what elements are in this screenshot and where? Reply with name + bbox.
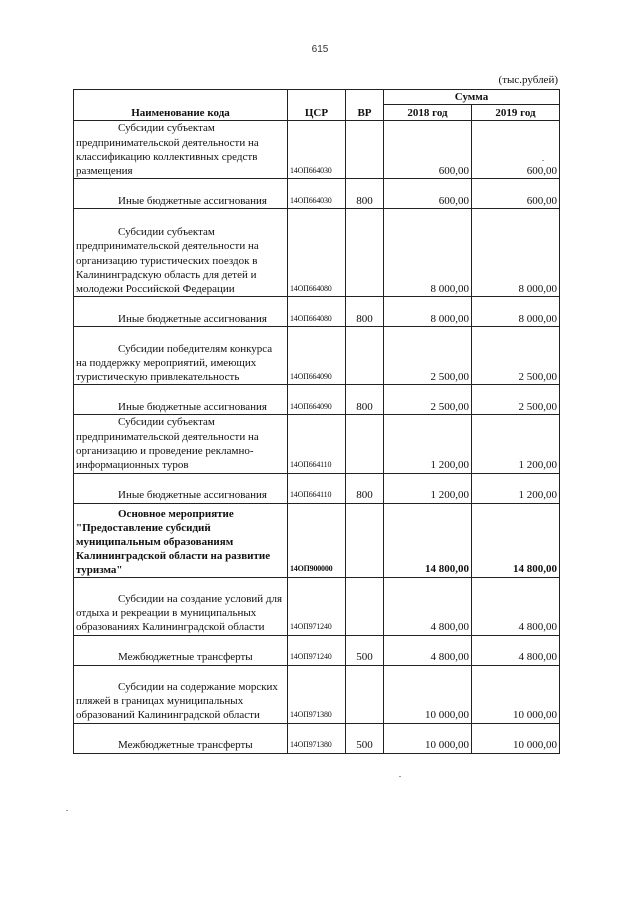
row-name: Основное мероприятие "Предоставление субсидий муниципальным образованиям Калининградской области на развитие туризма" [74,503,288,577]
row-sum-2018: 1 200,00 [384,473,472,503]
row-vr: 800 [346,385,384,415]
row-vr: 800 [346,473,384,503]
row-name: Субсидии на создание условий для отдыха и рекреации в муниципальных образованиях Калининградской области [74,577,288,635]
row-csr: 14ОП971380 [288,665,346,723]
row-sum-2019: 1 200,00 [472,415,560,473]
row-csr: 14ОП971240 [288,577,346,635]
scan-speck [399,776,401,777]
row-name: Иные бюджетные ассигнования [74,385,288,415]
row-sum-2018: 8 000,00 [384,209,472,297]
table-row [74,297,560,327]
row-sum-2019: 600,00 [472,179,560,209]
row-name: Межбюджетные трансферты [74,723,288,753]
table-row [74,179,560,209]
row-sum-2019: 4 800,00 [472,577,560,635]
row-vr [346,577,384,635]
row-csr: 14ОП971240 [288,635,346,665]
table-row [74,385,560,415]
row-sum-2018: 8 000,00 [384,297,472,327]
budget-table [73,89,560,754]
row-name: Межбюджетные трансферты [74,635,288,665]
table-row [74,121,560,179]
row-sum-2018: 600,00 [384,121,472,179]
row-name: Субсидии субъектам предпринимательской деятельности на организацию и проведение рекламно-информационных туров [74,415,288,473]
header-name: Наименование кода [74,90,288,121]
units-label: (тыс.рублей) [498,74,558,86]
row-sum-2018: 10 000,00 [384,723,472,753]
row-sum-2019: 1 200,00 [472,473,560,503]
row-sum-2018: 4 800,00 [384,635,472,665]
row-sum-2018: 14 800,00 [384,503,472,577]
row-csr: 14ОП664090 [288,327,346,385]
row-vr: 800 [346,297,384,327]
row-sum-2019: 2 500,00 [472,385,560,415]
row-name: Иные бюджетные ассигнования [74,179,288,209]
row-name: Субсидии победителям конкурса на поддержку мероприятий, имеющих туристическую привлекательность [74,327,288,385]
row-vr [346,209,384,297]
header-csr: ЦСР [288,90,346,121]
row-sum-2019: 600,00 [472,121,560,179]
row-sum-2019: 4 800,00 [472,635,560,665]
row-name: Иные бюджетные ассигнования [74,297,288,327]
row-name: Субсидии на содержание морских пляжей в границах муниципальных образований Калининградской области [74,665,288,723]
row-sum-2019: 10 000,00 [472,665,560,723]
table-row [74,415,560,473]
row-vr [346,503,384,577]
row-vr [346,415,384,473]
row-vr [346,665,384,723]
header-sum: Сумма [384,90,560,105]
table-row [74,635,560,665]
row-vr [346,327,384,385]
row-name: Субсидии субъектам предпринимательской деятельности на организацию туристических поездок в Калининградскую область для детей и молодежи Российской Федерации [74,209,288,297]
row-sum-2018: 600,00 [384,179,472,209]
page-number: 615 [311,44,329,55]
row-sum-2019: 10 000,00 [472,723,560,753]
table-row [74,723,560,753]
row-vr: 500 [346,723,384,753]
header-year-2019: 2019 год [472,105,560,121]
row-csr: 14ОП664030 [288,179,346,209]
scan-speck [66,810,68,811]
row-name: Субсидии субъектам предпринимательской деятельности на классификацию коллективных средств размещения [74,121,288,179]
row-sum-2019: 8 000,00 [472,209,560,297]
row-sum-2018: 10 000,00 [384,665,472,723]
row-sum-2019: 2 500,00 [472,327,560,385]
table-row [74,503,560,577]
row-csr: 14ОП971380 [288,723,346,753]
row-name: Иные бюджетные ассигнования [74,473,288,503]
header-vr: ВР [346,90,384,121]
table-row [74,577,560,635]
row-csr: 14ОП664080 [288,209,346,297]
row-sum-2018: 2 500,00 [384,327,472,385]
row-csr: 14ОП664030 [288,121,346,179]
row-sum-2019: 8 000,00 [472,297,560,327]
row-csr: 14ОП900000 [288,503,346,577]
table-row [74,209,560,297]
table-row [74,665,560,723]
row-sum-2018: 4 800,00 [384,577,472,635]
row-csr: 14ОП664080 [288,297,346,327]
row-sum-2018: 1 200,00 [384,415,472,473]
table-row [74,473,560,503]
row-vr: 800 [346,179,384,209]
scan-speck [542,160,544,161]
row-csr: 14ОП664090 [288,385,346,415]
table-row [74,327,560,385]
row-sum-2018: 2 500,00 [384,385,472,415]
row-vr [346,121,384,179]
row-csr: 14ОП664110 [288,415,346,473]
header-year-2018: 2018 год [384,105,472,121]
row-csr: 14ОП664110 [288,473,346,503]
row-vr: 500 [346,635,384,665]
row-sum-2019: 14 800,00 [472,503,560,577]
